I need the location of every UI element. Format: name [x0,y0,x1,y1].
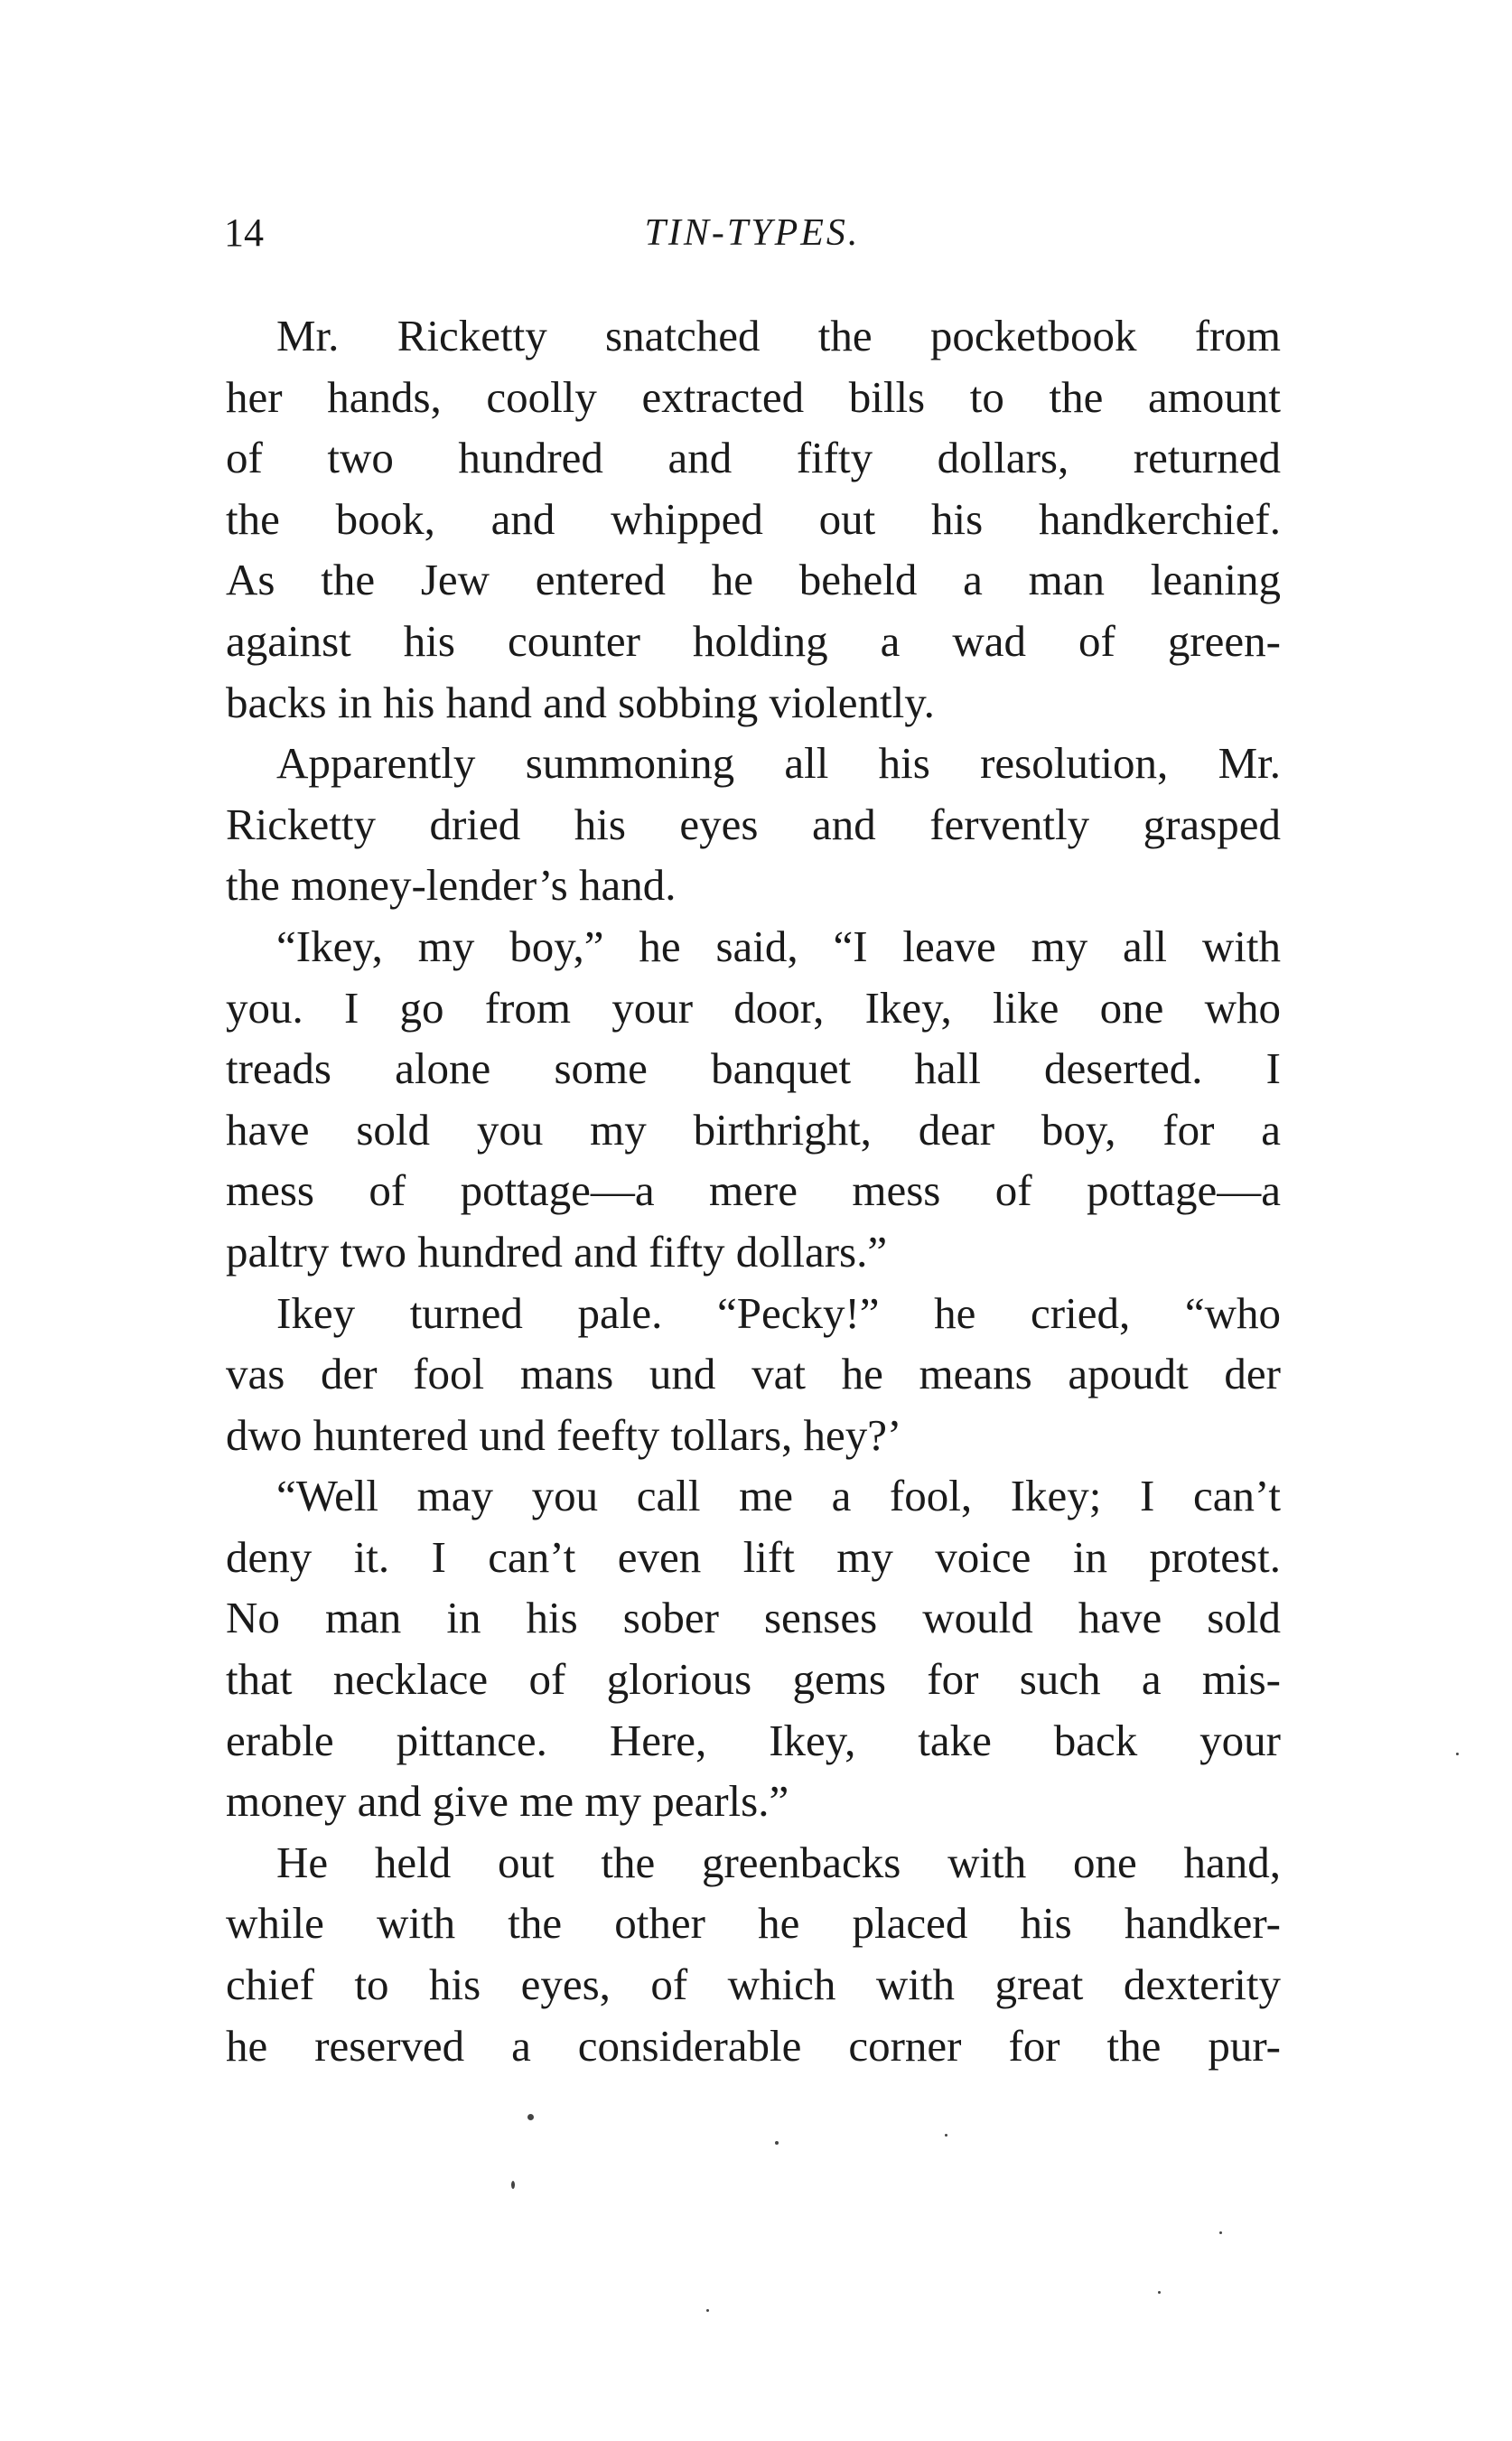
text-line: Ikey turned pale. “Pecky!” he cried, “who [276,1287,1281,1338]
body-text [226,305,1281,2076]
text-line: erable pittance. Here, Ikey, take back your [226,1715,1281,1765]
print-speck [511,2181,515,2189]
text-line: the money-lender’s hand. [226,860,677,911]
print-speck [945,2134,947,2137]
running-title: TIN-TYPES. [644,212,861,254]
text-line: paltry two hundred and fifty dollars.” [226,1226,888,1277]
text-line: money and give me my pearls.” [226,1776,789,1827]
page-number: 14 [224,210,264,255]
text-line: he reserved a considerable corner for the pur- [226,2020,1281,2071]
text-line: against his counter holding a wad of green- [226,615,1281,666]
text-line: No man in his sober senses would have sold [226,1593,1281,1643]
text-line: Mr. Ricketty snatched the pocketbook from [276,311,1281,360]
text-line: mess of pottage—a mere mess of pottage—a [226,1165,1281,1216]
print-speck [1158,2291,1161,2294]
text-line: her hands, coolly extracted bills to the amount [226,371,1281,422]
text-line: you. I go from your door, Ikey, like one who [226,982,1281,1033]
text-line: Apparently summoning all his resolution, Mr. [276,738,1281,789]
print-speck [1456,1753,1459,1755]
print-speck [775,2141,779,2145]
text-line: while with the other he placed his handker- [226,1898,1281,1949]
print-speck [527,2114,534,2120]
text-line: “Ikey, my boy,” he said, “I leave my all with [276,921,1281,971]
text-line: As the Jew entered he beheld a man leaning [226,555,1281,605]
print-speck [706,2309,709,2312]
text-line: Ricketty dried his eyes and fervently grasped [226,799,1281,849]
text-line: He held out the greenbacks with one hand, [276,1837,1281,1887]
text-line: deny it. I can’t even lift my voice in protest. [226,1531,1281,1582]
text-line: that necklace of glorious gems for such a mis- [226,1654,1281,1705]
text-line: chief to his eyes, of which with great dexterity [226,1959,1281,2010]
text-line: dwo huntered und feefty tollars, hey?’ [226,1409,902,1460]
text-line: backs in his hand and sobbing violently. [226,677,935,727]
text-line: vas der fool mans und vat he means apoudt der [226,1349,1281,1399]
text-line: treads alone some banquet hall deserted. I [226,1043,1281,1094]
text-line: the book, and whipped out his handkerchief. [226,493,1281,544]
page-header [224,206,1281,260]
text-line: “Well may you call me a fool, Ikey; I can’t [276,1471,1281,1521]
print-speck [1219,2231,1222,2234]
text-line: have sold you my birthright, dear boy, for a [226,1104,1281,1155]
text-line: of two hundred and fifty dollars, returned [226,433,1281,483]
